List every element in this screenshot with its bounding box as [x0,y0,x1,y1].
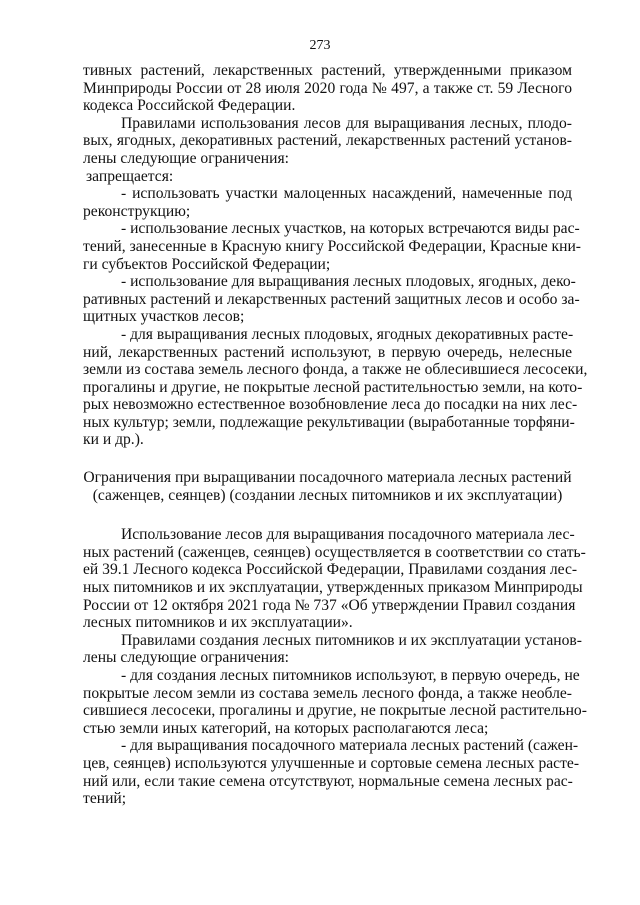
text-line: тений; [83,790,127,808]
text-line: ей 39.1 Лесного кодекса Российской Федерации, Правилами создания лес- [83,561,578,579]
text-line: Правилами использования лесов для выращивания лесных, плодо- [121,114,572,132]
text-line: - использование лесных участков, на которых встречаются виды рас- [121,220,580,238]
text-line: - для выращивания посадочного материала лесных растений (сажен- [121,737,579,755]
text-line: кодекса Российской Федерации. [83,97,296,115]
text-line: Минприроды России от 28 июля 2020 года № 497, а также ст. 59 Лесного [83,79,572,97]
text-line: лены следующие ограничения: [83,649,289,667]
text-line: ний или, если такие семена отсутствуют, нормальные семена лесных рас- [83,772,573,790]
text-line: ных питомников и их эксплуатации, утвержденных приказом Минприроды [83,579,583,597]
page-number: 273 [309,38,331,53]
text-line: - использование для выращивания лесных плодовых, ягодных, деко- [121,273,576,291]
spacer [83,504,572,526]
text-line: ки и др.). [83,431,144,449]
text-line: ных растений (саженцев, сеянцев) осуществляется в соответствии со стать- [83,543,586,561]
text-line: - для выращивания лесных плодовых, ягодных декоративных расте- [121,325,574,343]
text-line: щитных участков лесов; [83,308,245,326]
text-line: сившиеся лесосеки, прогалины и другие, не покрытые лесной растительно- [83,702,587,720]
text-line: запрещается: [86,167,174,185]
text-line: ных культур; земли, подлежащие рекультивации (выработанные торфяни- [83,413,575,431]
text-line: прогалины и другие, не покрытые лесной растительностью земли, на кото- [83,378,583,396]
text-line: России от 12 октября 2021 года № 737 «Об утверждении Правил создания [83,596,576,614]
text-line: земли из состава земель лесного фонда, а также не облесившиеся лесосеки, [83,361,588,379]
text-line: - использовать участки малоценных насаждений, намеченные под [121,185,572,203]
text-line: реконструкцию; [83,202,191,220]
text-line: ративных растений и лекарственных растений защитных лесов и особо за- [83,290,580,308]
text-line: тивных растений, лекарственных растений, утвержденными приказом [83,62,572,79]
text-line: рых невозможно естественное возобновление леса до посадки на них лес- [83,396,578,414]
text-line: цев, сеянцев) используются улучшенные и сортовые семена лесных расте- [83,754,580,772]
section-heading-line: (саженцев, сеянцев) (создании лесных питомников и их эксплуатации) [92,486,563,504]
document-body [83,62,588,808]
text-line: стью земли иных категорий, на которых располагаются леса; [83,719,489,737]
text-line: - для создания лесных питомников используют, в первую очередь, не [121,667,580,684]
text-line: покрытые лесом земли из состава земель лесного фонда, а также необле- [83,684,572,702]
text-line: лесных питомников и их эксплуатации». [83,614,353,632]
text-line: вых, ягодных, декоративных растений, лекарственных растений установ- [83,132,572,150]
section-heading-line: Ограничения при выращивании посадочного материала лесных растений [83,469,572,487]
text-line: Правилами создания лесных питомников и их эксплуатации установ- [121,631,582,649]
text-line: Использование лесов для выращивания посадочного материала лес- [121,526,575,544]
text-line: тений, занесенные в Красную книгу Российской Федерации, Красные кни- [83,237,582,255]
spacer [83,449,572,469]
text-line: ги субъектов Российской Федерации; [83,255,331,273]
text-line: ний, лекарственных растений используют, в первую очередь, нелесные [83,343,572,361]
text-line: лены следующие ограничения: [83,149,289,167]
